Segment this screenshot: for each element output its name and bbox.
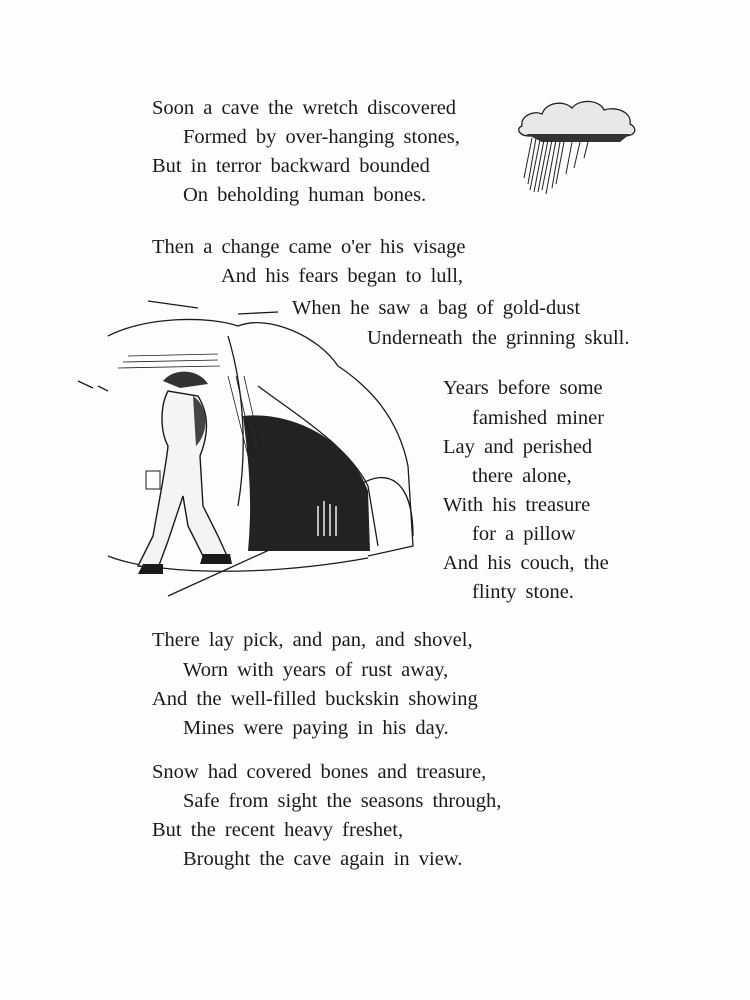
- poem-line: Years before some: [443, 377, 603, 399]
- poem-line: there alone,: [472, 465, 572, 487]
- poem-line: And his fears began to lull,: [221, 265, 464, 287]
- poem-line: flinty stone.: [472, 581, 574, 603]
- poem-line: Mines were paying in his day.: [183, 717, 449, 739]
- poem-line: for a pillow: [472, 523, 576, 545]
- poem-line: Brought the cave again in view.: [183, 848, 463, 870]
- poem-line: But in terror backward bounded: [152, 155, 430, 177]
- poem-line: Snow had covered bones and treasure,: [152, 761, 487, 783]
- rain-cloud-illustration: [512, 98, 647, 198]
- poem-line: There lay pick, and pan, and shovel,: [152, 629, 473, 651]
- miner-cave-illustration: [68, 296, 418, 606]
- poem-line: And the well-filled buckskin showing: [152, 688, 478, 710]
- poem-line: Then a change came o'er his visage: [152, 236, 466, 258]
- poem-line: famished miner: [472, 407, 605, 429]
- poem-line: With his treasure: [443, 494, 591, 516]
- poem-line: When he saw a bag of gold-dust: [292, 297, 581, 319]
- poem-line: And his couch, the: [443, 552, 609, 574]
- poem-line: Safe from sight the seasons through,: [183, 790, 502, 812]
- poem-line: Worn with years of rust away,: [183, 659, 449, 681]
- poem-line: Formed by over-hanging stones,: [183, 126, 460, 148]
- poem-line: Soon a cave the wretch discovered: [152, 97, 457, 119]
- poem-line: Underneath the grinning skull.: [367, 327, 630, 349]
- poem-line: On beholding human bones.: [183, 184, 427, 206]
- poem-line: Lay and perished: [443, 436, 593, 458]
- poem-line: But the recent heavy freshet,: [152, 819, 404, 841]
